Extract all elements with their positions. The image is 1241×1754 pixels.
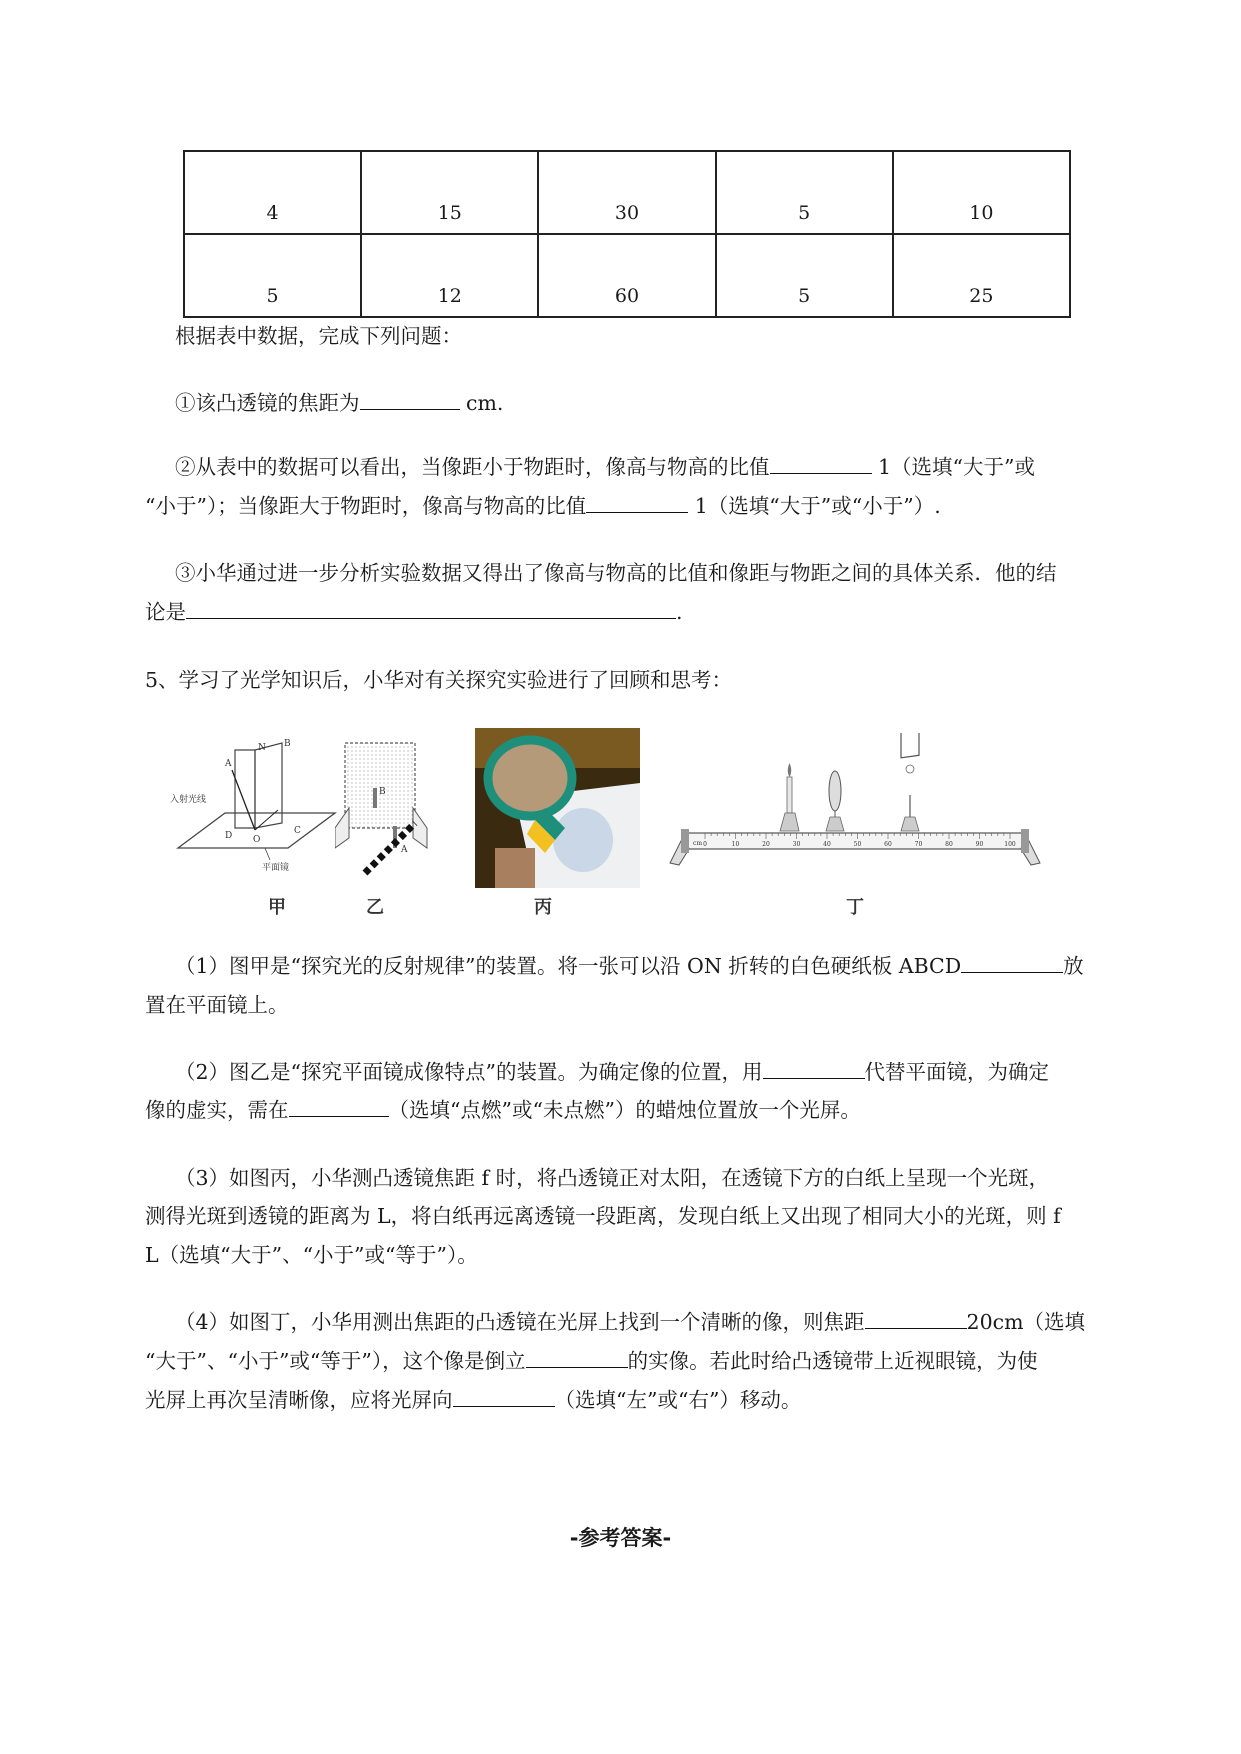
q3-text: ③小华通过进一步分析实验数据又得出了像高与物高的比值和像距与物距之间的具体关系．他的结: [175, 561, 1057, 585]
table-cell: 15: [361, 151, 538, 234]
s4-text: （4）如图丁，小华用测出焦距的凸透镜在光屏上找到一个清晰的像，则焦距: [175, 1310, 865, 1334]
sub-question-4-line-2: [145, 1347, 1150, 1375]
label-b: B: [379, 787, 386, 797]
table-cell: 12: [361, 234, 538, 317]
s2-text: 代替平面镜，为确定: [864, 1060, 1050, 1084]
bench-scale-label: 50: [853, 841, 862, 848]
bench-scale-label: 60: [884, 841, 892, 848]
bench-scale-label: 40: [823, 841, 831, 848]
answer-blank[interactable]: [865, 1308, 967, 1329]
s3-text: （3）如图丙，小华测凸透镜焦距 f 时，将凸透镜正对太阳，在透镜下方的白纸上呈现一个光斑，: [175, 1166, 1050, 1190]
q3-text: .: [676, 600, 683, 624]
answer-blank[interactable]: [526, 1347, 628, 1368]
question-2-line-1: [175, 453, 1150, 481]
label-plane-mirror: 平面镜: [262, 863, 290, 873]
question-3-line-2: [145, 598, 1150, 626]
table-cell: 60: [538, 234, 715, 317]
sub-question-2-line-1: [175, 1058, 1150, 1086]
bench-scale-label: 0: [703, 841, 707, 848]
table-cell: 4: [184, 151, 361, 234]
q3-text: 论是: [145, 600, 186, 624]
label-d: D: [225, 831, 233, 841]
sub-question-2-line-2: [145, 1096, 1150, 1124]
intro-text: [175, 322, 1150, 350]
q2-text: “小于”）；当像距大于物距时，像高与物高的比值: [145, 494, 587, 518]
label-a: A: [225, 759, 232, 769]
s4-text: 光屏上再次呈清晰像，应将光屏向: [145, 1388, 453, 1412]
label-c: C: [294, 826, 301, 836]
sub-question-4-line-3: [145, 1386, 1150, 1414]
intro-span: 根据表中数据，完成下列问题：: [175, 324, 462, 348]
table-cell: 25: [893, 234, 1070, 317]
sub-question-4-line-1: [175, 1308, 1150, 1336]
table-cell: 30: [538, 151, 715, 234]
answer-blank[interactable]: [453, 1386, 555, 1407]
sub-question-1-line-1: [175, 952, 1150, 980]
s1-text: 置在平面镜上。: [145, 993, 289, 1017]
caption-jia: 甲: [268, 897, 286, 918]
s4-text: （选填“左”或“右”）移动。: [554, 1388, 802, 1412]
s1-text: （1）图甲是“探究光的反射规律”的装置。将一张可以沿 ON 折转的白色硬纸板 ABCD: [175, 954, 962, 978]
p5-text: 5、学习了光学知识后，小华对有关探究实验进行了回顾和思考：: [145, 668, 733, 692]
sub-question-3-line-1: [175, 1164, 1150, 1192]
figure-ding-optical-bench: [665, 733, 1045, 883]
s1-text: 放: [1063, 954, 1084, 978]
sub-question-3-line-3: [145, 1241, 1150, 1269]
label-b: B: [284, 739, 291, 749]
figure-yi-plane-mirror: [335, 738, 445, 878]
q1-unit: cm.: [459, 391, 504, 415]
answer-blank[interactable]: [360, 389, 460, 410]
question-1: [175, 389, 1150, 417]
question-2-line-2: [145, 492, 1150, 520]
q2-text: ②从表中的数据可以看出，当像距小于物距时，像高与物高的比值: [175, 455, 770, 479]
problem-5-title: [145, 666, 1150, 694]
caption-bing: 丙: [534, 897, 552, 918]
s2-text: （2）图乙是“探究平面镜成像特点”的装置。为确定像的位置，用: [175, 1060, 763, 1084]
bench-scale-label: 100: [1004, 841, 1016, 848]
data-table: [183, 150, 1071, 318]
table-row: [184, 151, 1070, 234]
q2-text: 1（选填“大于”或“小于”）.: [688, 494, 941, 518]
answer-section-title: -参考答案-: [569, 1526, 672, 1550]
s3-text: 测得光斑到透镜的距离为 L，将白纸再远离透镜一段距离，发现白纸上又出现了相同大小的光斑，则 f: [145, 1204, 1061, 1228]
answer-blank[interactable]: [763, 1058, 865, 1079]
label-o: O: [253, 835, 261, 845]
q1-text: ①该凸透镜的焦距为: [175, 391, 360, 415]
answer-blank[interactable]: [289, 1096, 389, 1117]
label-a: A: [401, 845, 408, 855]
s2-text: （选填“点燃”或“未点燃”）的蜡烛位置放一个光屏。: [388, 1098, 861, 1122]
answer-blank[interactable]: [586, 492, 688, 513]
bench-scale-label: 10: [731, 841, 740, 848]
s4-text: 的实像。若此时给凸透镜带上近视眼镜，为使: [627, 1349, 1038, 1373]
table-row: [184, 234, 1070, 317]
figure-bing-magnifier-photo: [475, 728, 640, 888]
figures-row: [170, 728, 1070, 928]
question-3-line-1: [175, 559, 1150, 587]
s2-text: 像的虚实，需在: [145, 1098, 289, 1122]
bench-scale-label: 30: [792, 841, 801, 848]
s3-text: L（选填“大于”、“小于”或“等于”）。: [145, 1243, 478, 1267]
s4-text: “大于”、“小于”或“等于”），这个像是倒立: [145, 1349, 526, 1373]
bench-unit: cm: [693, 840, 703, 847]
s4-text: 20cm（选填: [966, 1310, 1086, 1334]
q2-text: 1（选填“大于”或: [871, 455, 1036, 479]
caption-ding: 丁: [846, 897, 864, 918]
table-cell: 5: [716, 234, 893, 317]
figure-jia-reflection: [170, 738, 340, 878]
bench-scale-label: 90: [975, 841, 984, 848]
label-n: N: [258, 743, 266, 753]
bench-scale-label: 20: [762, 841, 770, 848]
label-incident-ray: 入射光线: [170, 795, 207, 805]
bench-scale-label: 80: [945, 841, 953, 848]
answer-blank[interactable]: [961, 952, 1063, 973]
answer-blank[interactable]: [770, 453, 872, 474]
bench-scale-label: 70: [914, 841, 923, 848]
sub-question-3-line-2: [145, 1202, 1150, 1230]
table-cell: 10: [893, 151, 1070, 234]
answer-blank[interactable]: [186, 598, 676, 619]
sub-question-1-line-2: [145, 991, 1150, 1019]
table-cell: 5: [716, 151, 893, 234]
table-cell: 5: [184, 234, 361, 317]
caption-yi: 乙: [366, 897, 384, 918]
